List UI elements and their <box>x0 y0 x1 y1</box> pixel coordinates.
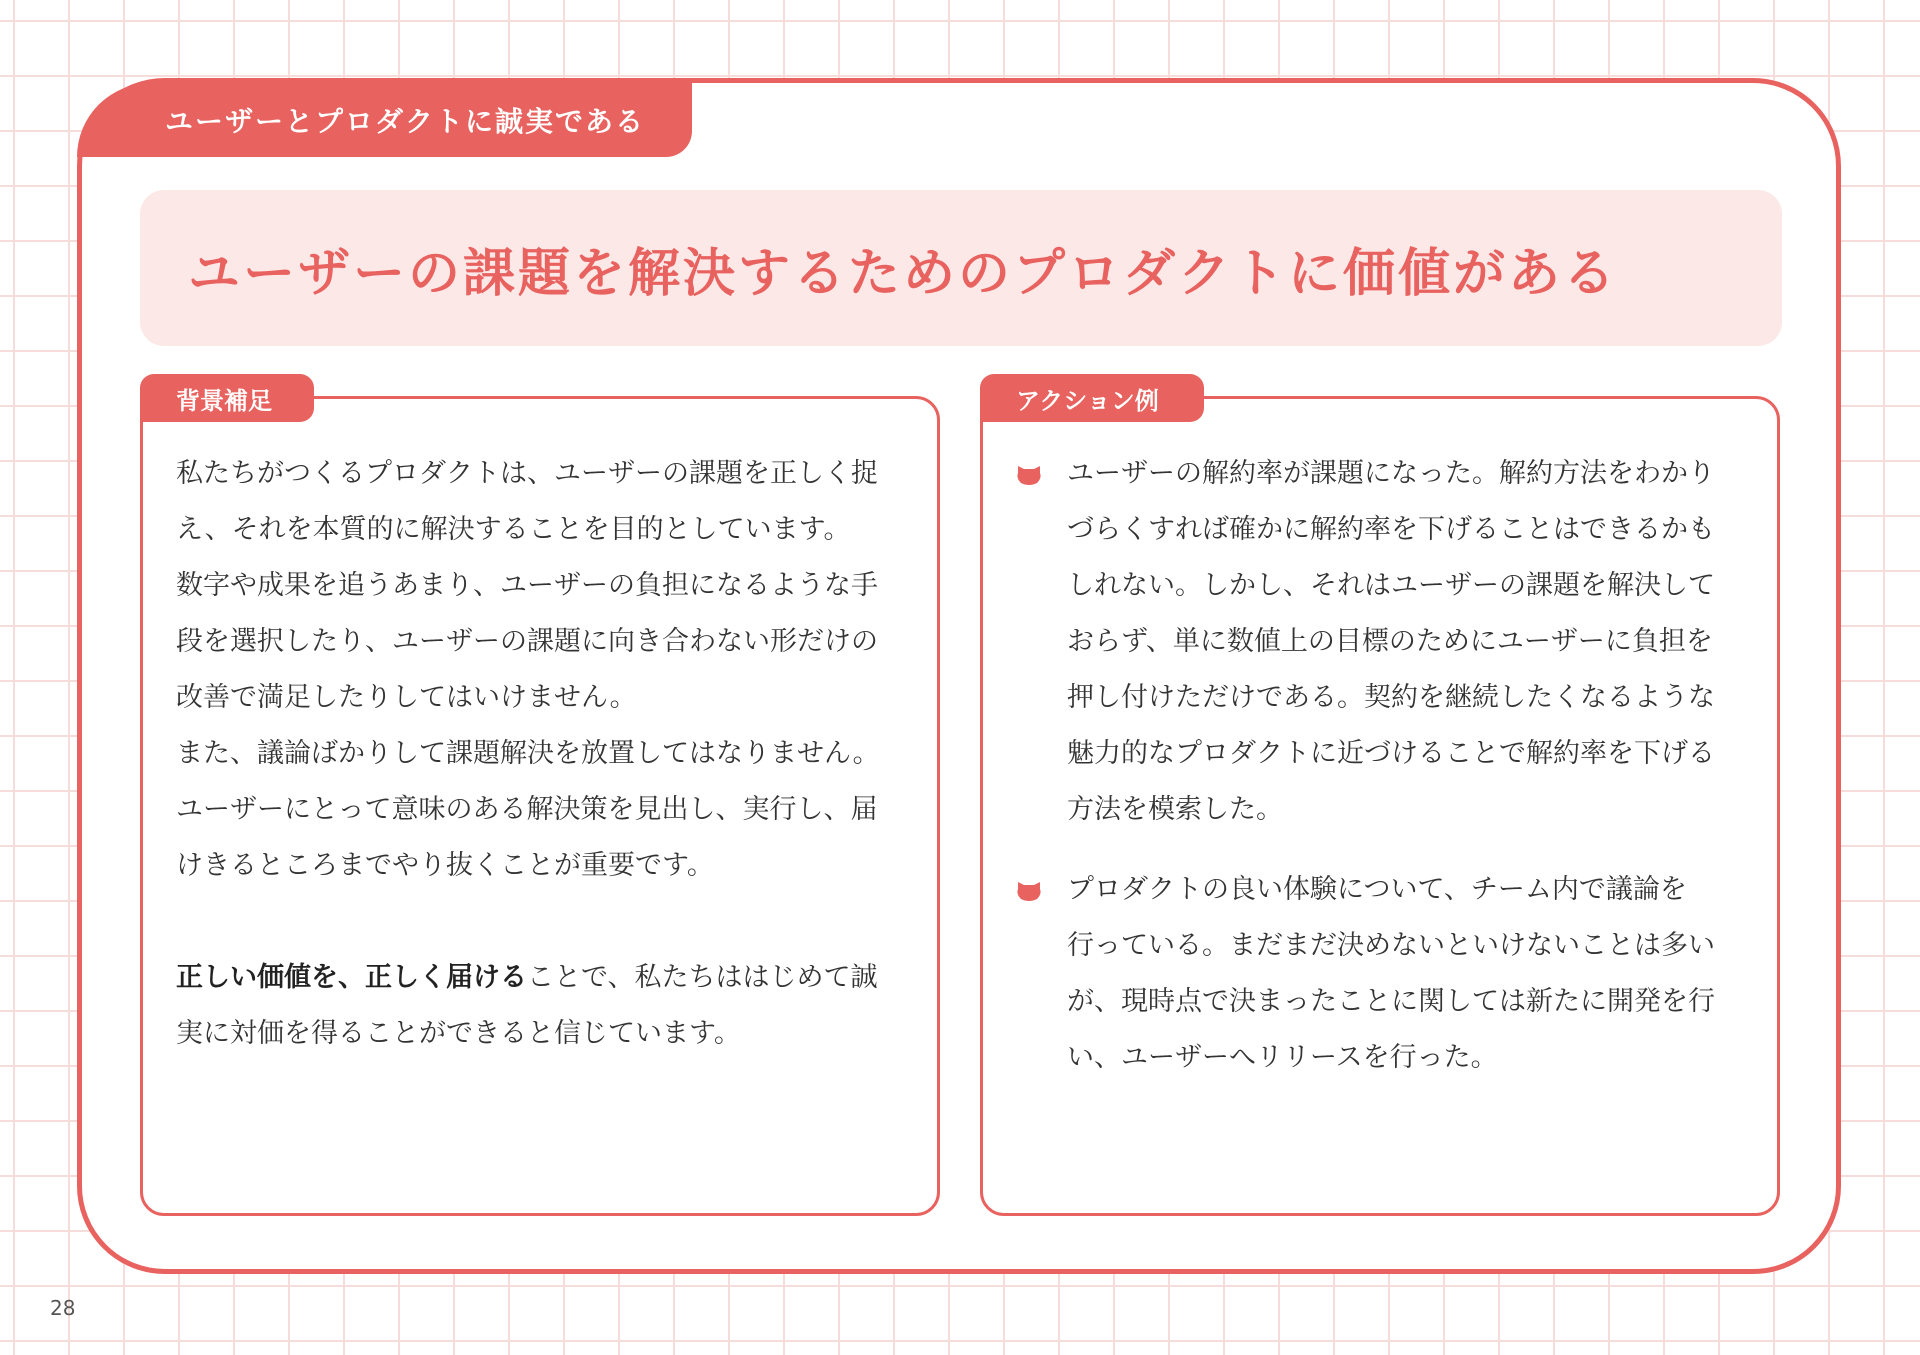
background-line: ユーザーにとって意味のある解決策を見出し、実行し、届 <box>176 794 878 825</box>
headline-box <box>140 190 1782 346</box>
pig-icon <box>1015 464 1043 486</box>
background-tab <box>140 374 314 422</box>
closing-line <box>176 950 916 1006</box>
background-line: 改善で満足したりしてはいけません。 <box>176 682 637 713</box>
background-tab-label: 背景補足 <box>176 386 272 415</box>
page-number: 28 <box>50 1296 76 1320</box>
action-line: 押し付けただけである。契約を継続したくなるような <box>1067 682 1715 713</box>
closing-emphasis: 正しい価値を、正しく届ける <box>176 962 527 993</box>
closing-line-2: 実に対価を得ることができると信じています。 <box>176 1018 741 1049</box>
action-line: い、ユーザーへリリースを行った。 <box>1067 1042 1498 1073</box>
background-line: 段を選択したり、ユーザーの課題に向き合わない形だけの <box>176 626 878 657</box>
action-line: づらくすれば確かに解約率を下げることはできるかも <box>1067 514 1715 545</box>
action-line: ユーザーの解約率が課題になった。解約方法をわかり <box>1067 458 1715 489</box>
background-line: 私たちがつくるプロダクトは、ユーザーの課題を正しく捉 <box>176 458 878 489</box>
action-item-text <box>1067 862 1715 1086</box>
action-line: しれない。しかし、それはユーザーの課題を解決して <box>1067 570 1715 601</box>
action-line: おらず、単に数値上の目標のためにユーザーに負担を <box>1067 626 1713 657</box>
pig-icon <box>1015 880 1043 902</box>
background-text <box>176 446 916 1062</box>
paragraph-spacer <box>176 894 916 950</box>
action-item-text <box>1067 446 1715 838</box>
section-title: ユーザーとプロダクトに誠実である <box>165 105 646 138</box>
action-line: が、現時点で決まったことに関しては新たに開発を行 <box>1067 986 1715 1017</box>
action-line: 魅力的なプロダクトに近づけることで解約率を下げる <box>1067 738 1715 769</box>
section-title-tab <box>77 83 692 157</box>
closing-rest: ことで、私たちははじめて誠 <box>527 962 878 993</box>
background-line: また、議論ばかりして課題解決を放置してはなりません。 <box>176 738 880 769</box>
action-line: 方法を模索した。 <box>1067 794 1283 825</box>
actions-tab-label: アクション例 <box>1016 386 1159 415</box>
actions-tab <box>980 374 1204 422</box>
action-line: プロダクトの良い体験について、チーム内で議論を <box>1067 874 1687 905</box>
background-line: 数字や成果を追うあまり、ユーザーの負担になるような手 <box>176 570 878 601</box>
headline: ユーザーの課題を解決するためのプロダクトに価値がある <box>188 243 1619 304</box>
action-line: 行っている。まだまだ決めないといけないことは多い <box>1067 930 1715 961</box>
background-line: けきるところまでやり抜くことが重要です。 <box>176 850 714 881</box>
background-line: え、それを本質的に解決することを目的としています。 <box>176 514 851 545</box>
